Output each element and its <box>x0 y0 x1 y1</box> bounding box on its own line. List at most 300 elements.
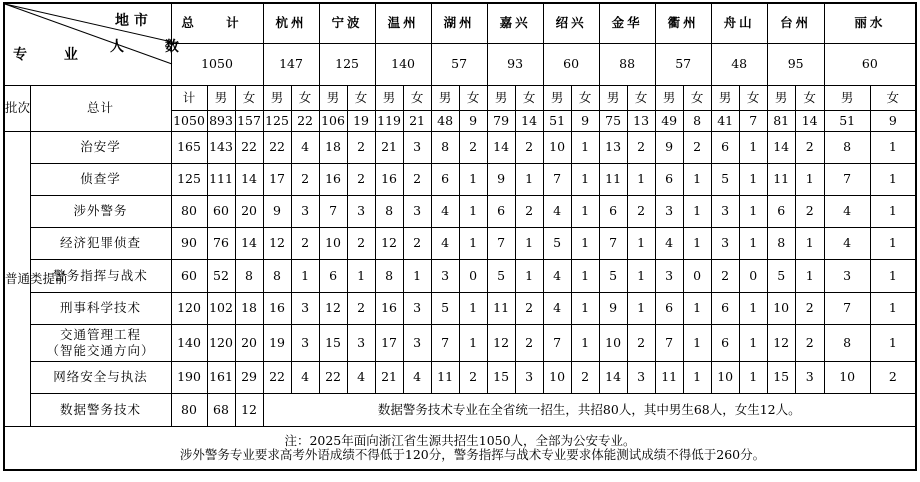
city-cell: 1 <box>627 259 655 292</box>
city-cell: 22 <box>263 361 291 393</box>
city-cell: 3 <box>403 292 431 324</box>
sum-city-cell: 51 <box>543 110 571 131</box>
city-cell: 2 <box>291 227 319 259</box>
city-cell: 8 <box>375 259 403 292</box>
sum-city-cell: 14 <box>795 110 824 131</box>
sum-city-cell: 8 <box>683 110 711 131</box>
major-female: 14 <box>235 227 263 259</box>
city-cell: 1 <box>571 163 599 195</box>
sum-city-cell: 41 <box>711 110 739 131</box>
city-cell: 3 <box>655 195 683 227</box>
city-cell: 2 <box>291 163 319 195</box>
merged-note: 数据警务技术专业在全省统一招生，共招80人，其中男生68人，女生12人。 <box>263 393 916 426</box>
footnote-line: 涉外警务专业要求高考外语成绩不得低于120分，警务指挥与战术专业要求体能测试成绩不得低于260分。 <box>154 446 766 462</box>
city-cell: 6 <box>431 163 459 195</box>
col-head-female: 女 <box>795 85 824 110</box>
city-cell: 1 <box>515 227 543 259</box>
city-cell: 16 <box>375 292 403 324</box>
sum-city-cell: 51 <box>824 110 870 131</box>
city-cell: 10 <box>543 361 571 393</box>
sum-city-cell: 79 <box>487 110 515 131</box>
city-cell: 2 <box>795 324 824 361</box>
city-cell: 2 <box>627 195 655 227</box>
city-total: 147 <box>263 43 319 85</box>
city-cell: 1 <box>571 195 599 227</box>
city-cell: 7 <box>655 324 683 361</box>
city-total: 57 <box>655 43 711 85</box>
city-cell: 6 <box>655 292 683 324</box>
major-female: 14 <box>235 163 263 195</box>
city-header: 金华 <box>599 3 655 43</box>
city-cell: 8 <box>375 195 403 227</box>
city-cell: 16 <box>263 292 291 324</box>
sum-city-cell: 125 <box>263 110 291 131</box>
grand-total-header: 总 计 <box>171 3 263 43</box>
city-total: 60 <box>543 43 599 85</box>
city-cell: 22 <box>263 131 291 163</box>
col-head-male: 男 <box>431 85 459 110</box>
col-head-male: 男 <box>543 85 571 110</box>
city-cell: 11 <box>767 163 795 195</box>
city-cell: 2 <box>795 131 824 163</box>
city-cell: 7 <box>824 163 870 195</box>
city-cell: 7 <box>543 163 571 195</box>
city-cell: 11 <box>655 361 683 393</box>
city-cell: 5 <box>711 163 739 195</box>
city-header: 绍兴 <box>543 3 599 43</box>
sum-city-cell: 9 <box>571 110 599 131</box>
major-name: 涉外警务 <box>30 195 171 227</box>
city-cell: 1 <box>571 292 599 324</box>
col-head-male: 男 <box>824 85 870 110</box>
city-cell: 9 <box>655 131 683 163</box>
city-cell: 1 <box>683 163 711 195</box>
city-cell: 1 <box>870 324 916 361</box>
city-cell: 2 <box>459 361 487 393</box>
city-cell: 1 <box>739 131 767 163</box>
col-head-female: 女 <box>235 85 263 110</box>
city-cell: 2 <box>347 292 375 324</box>
city-cell: 2 <box>711 259 739 292</box>
city-cell: 1 <box>739 324 767 361</box>
city-cell: 6 <box>319 259 347 292</box>
major-total: 80 <box>171 393 207 426</box>
city-cell: 12 <box>319 292 347 324</box>
city-cell: 14 <box>487 131 515 163</box>
major-total: 165 <box>171 131 207 163</box>
major-male: 111 <box>207 163 235 195</box>
city-cell: 8 <box>824 131 870 163</box>
major-male: 102 <box>207 292 235 324</box>
city-cell: 1 <box>571 131 599 163</box>
city-cell: 7 <box>487 227 515 259</box>
city-total: 60 <box>824 43 916 85</box>
city-cell: 6 <box>711 292 739 324</box>
col-head-male: 男 <box>599 85 627 110</box>
city-cell: 1 <box>571 324 599 361</box>
city-cell: 1 <box>795 163 824 195</box>
city-cell: 1 <box>795 259 824 292</box>
major-female: 20 <box>235 324 263 361</box>
city-cell: 17 <box>375 324 403 361</box>
city-cell: 6 <box>655 163 683 195</box>
city-cell: 11 <box>599 163 627 195</box>
city-cell: 6 <box>767 195 795 227</box>
city-cell: 16 <box>319 163 347 195</box>
city-cell: 13 <box>599 131 627 163</box>
city-cell: 10 <box>543 131 571 163</box>
city-cell: 5 <box>599 259 627 292</box>
city-cell: 9 <box>487 163 515 195</box>
city-cell: 15 <box>487 361 515 393</box>
city-cell: 2 <box>347 163 375 195</box>
city-cell: 7 <box>599 227 627 259</box>
city-cell: 15 <box>319 324 347 361</box>
city-cell: 3 <box>291 195 319 227</box>
city-cell: 1 <box>627 292 655 324</box>
city-cell: 2 <box>403 163 431 195</box>
city-cell: 9 <box>263 195 291 227</box>
city-cell: 2 <box>515 324 543 361</box>
table-row <box>4 131 916 163</box>
city-cell: 7 <box>543 324 571 361</box>
city-header: 舟山 <box>711 3 767 43</box>
city-cell: 1 <box>683 361 711 393</box>
city-cell: 2 <box>403 227 431 259</box>
city-cell: 1 <box>739 361 767 393</box>
city-cell: 3 <box>824 259 870 292</box>
city-cell: 1 <box>870 259 916 292</box>
table-row <box>4 163 916 195</box>
city-cell: 12 <box>375 227 403 259</box>
corner-major-label: 专 业 <box>13 47 94 63</box>
col-head-female: 女 <box>870 85 916 110</box>
table-row <box>4 227 916 259</box>
city-cell: 3 <box>627 361 655 393</box>
major-male: 161 <box>207 361 235 393</box>
city-cell: 1 <box>683 292 711 324</box>
city-header: 温州 <box>375 3 431 43</box>
city-cell: 4 <box>543 292 571 324</box>
city-cell: 1 <box>870 163 916 195</box>
col-head-female: 女 <box>459 85 487 110</box>
city-cell: 4 <box>291 131 319 163</box>
city-cell: 10 <box>319 227 347 259</box>
col-head-female: 女 <box>403 85 431 110</box>
city-cell: 2 <box>347 131 375 163</box>
city-cell: 1 <box>870 131 916 163</box>
city-cell: 4 <box>291 361 319 393</box>
major-total: 125 <box>171 163 207 195</box>
city-header: 衢州 <box>655 3 711 43</box>
city-cell: 1 <box>627 227 655 259</box>
sum-total: 1050 <box>171 110 207 131</box>
major-male: 68 <box>207 393 235 426</box>
city-cell: 1 <box>870 227 916 259</box>
major-name: 治安学 <box>30 131 171 163</box>
city-cell: 0 <box>739 259 767 292</box>
city-cell: 4 <box>431 227 459 259</box>
city-header: 湖州 <box>431 3 487 43</box>
sum-city-cell: 7 <box>739 110 767 131</box>
city-cell: 2 <box>870 361 916 393</box>
city-cell: 3 <box>795 361 824 393</box>
city-cell: 12 <box>263 227 291 259</box>
city-cell: 3 <box>711 195 739 227</box>
city-total: 57 <box>431 43 487 85</box>
city-cell: 6 <box>599 195 627 227</box>
city-cell: 22 <box>319 361 347 393</box>
city-cell: 6 <box>711 131 739 163</box>
major-total: 190 <box>171 361 207 393</box>
city-cell: 21 <box>375 361 403 393</box>
sum-city-cell: 49 <box>655 110 683 131</box>
city-cell: 1 <box>403 259 431 292</box>
city-cell: 1 <box>459 324 487 361</box>
city-cell: 3 <box>403 324 431 361</box>
city-cell: 2 <box>795 292 824 324</box>
city-cell: 15 <box>767 361 795 393</box>
sum-city-cell: 19 <box>347 110 375 131</box>
col-head-female: 女 <box>291 85 319 110</box>
sum-male: 893 <box>207 110 235 131</box>
city-cell: 19 <box>263 324 291 361</box>
city-cell: 2 <box>571 361 599 393</box>
city-cell: 4 <box>824 227 870 259</box>
city-cell: 11 <box>487 292 515 324</box>
city-cell: 1 <box>571 259 599 292</box>
city-cell: 2 <box>795 195 824 227</box>
batch-label: 批次 <box>4 85 30 131</box>
major-male: 143 <box>207 131 235 163</box>
city-cell: 1 <box>683 227 711 259</box>
major-male: 60 <box>207 195 235 227</box>
sum-city-cell: 9 <box>870 110 916 131</box>
city-cell: 12 <box>767 324 795 361</box>
footnote-line: 注：2025年面向浙江省生源共招生1050人，全部为公安专业。 <box>284 432 636 448</box>
sum-female: 157 <box>235 110 263 131</box>
city-cell: 10 <box>711 361 739 393</box>
table-row <box>4 195 916 227</box>
city-cell: 2 <box>627 131 655 163</box>
city-total: 95 <box>767 43 824 85</box>
city-cell: 1 <box>870 195 916 227</box>
col-head-female: 女 <box>683 85 711 110</box>
city-cell: 3 <box>711 227 739 259</box>
city-cell: 3 <box>431 259 459 292</box>
col-head-male: 男 <box>375 85 403 110</box>
city-total: 88 <box>599 43 655 85</box>
sum-city-cell: 14 <box>515 110 543 131</box>
table-row <box>4 292 916 324</box>
sum-city-cell: 21 <box>403 110 431 131</box>
major-total: 90 <box>171 227 207 259</box>
city-cell: 5 <box>767 259 795 292</box>
city-cell: 3 <box>347 324 375 361</box>
major-name: 侦查学 <box>30 163 171 195</box>
city-cell: 10 <box>767 292 795 324</box>
city-header: 台州 <box>767 3 824 43</box>
sum-city-cell: 119 <box>375 110 403 131</box>
city-total: 140 <box>375 43 431 85</box>
corner-region-label: 地 市 <box>115 13 148 29</box>
major-name: 经济犯罪侦查 <box>30 227 171 259</box>
major-name: 网络安全与执法 <box>30 361 171 393</box>
city-cell: 16 <box>375 163 403 195</box>
city-cell: 5 <box>543 227 571 259</box>
city-cell: 1 <box>739 292 767 324</box>
major-total: 60 <box>171 259 207 292</box>
city-cell: 4 <box>347 361 375 393</box>
sum-city-cell: 22 <box>291 110 319 131</box>
sum-city-cell: 81 <box>767 110 795 131</box>
city-cell: 5 <box>431 292 459 324</box>
city-cell: 1 <box>683 195 711 227</box>
table-row <box>4 361 916 393</box>
major-female: 29 <box>235 361 263 393</box>
city-cell: 14 <box>599 361 627 393</box>
city-cell: 1 <box>627 163 655 195</box>
footnote <box>4 426 916 470</box>
city-cell: 1 <box>459 227 487 259</box>
col-head-male: 男 <box>319 85 347 110</box>
city-header: 丽水 <box>824 3 916 43</box>
city-cell: 3 <box>655 259 683 292</box>
city-cell: 8 <box>767 227 795 259</box>
city-cell: 1 <box>571 227 599 259</box>
city-cell: 3 <box>515 361 543 393</box>
city-cell: 3 <box>291 292 319 324</box>
city-cell: 7 <box>431 324 459 361</box>
col-head-male: 男 <box>263 85 291 110</box>
city-cell: 0 <box>683 259 711 292</box>
city-cell: 3 <box>403 195 431 227</box>
major-total: 140 <box>171 324 207 361</box>
major-name: 刑事科学技术 <box>30 292 171 324</box>
sum-city-cell: 48 <box>431 110 459 131</box>
city-cell: 6 <box>487 195 515 227</box>
city-cell: 5 <box>487 259 515 292</box>
city-cell: 1 <box>870 292 916 324</box>
major-female: 8 <box>235 259 263 292</box>
major-female: 20 <box>235 195 263 227</box>
enrollment-plan-table <box>3 2 917 471</box>
major-name: 交通管理工程 （智能交通方向） <box>30 324 171 361</box>
city-cell: 10 <box>599 324 627 361</box>
city-cell: 11 <box>431 361 459 393</box>
city-cell: 7 <box>824 292 870 324</box>
city-cell: 4 <box>824 195 870 227</box>
city-cell: 2 <box>627 324 655 361</box>
city-cell: 1 <box>739 163 767 195</box>
city-cell: 12 <box>487 324 515 361</box>
corner-header-cell <box>4 3 197 85</box>
city-total: 48 <box>711 43 767 85</box>
col-head-male: 男 <box>711 85 739 110</box>
col-head-female: 女 <box>571 85 599 110</box>
city-cell: 7 <box>319 195 347 227</box>
city-cell: 2 <box>347 227 375 259</box>
city-cell: 1 <box>739 195 767 227</box>
city-cell: 1 <box>683 324 711 361</box>
major-female: 18 <box>235 292 263 324</box>
col-head-total: 计 <box>171 85 207 110</box>
col-head-female: 女 <box>739 85 767 110</box>
city-cell: 9 <box>599 292 627 324</box>
city-cell: 6 <box>711 324 739 361</box>
city-cell: 1 <box>515 163 543 195</box>
city-cell: 3 <box>347 195 375 227</box>
major-name: 数据警务技术 <box>30 393 171 426</box>
city-cell: 2 <box>459 131 487 163</box>
city-cell: 8 <box>824 324 870 361</box>
city-cell: 4 <box>543 259 571 292</box>
col-head-male: 男 <box>207 85 235 110</box>
table-row <box>4 259 916 292</box>
grand-total-value: 1050 <box>171 43 263 85</box>
city-cell: 4 <box>543 195 571 227</box>
major-male: 52 <box>207 259 235 292</box>
city-cell: 8 <box>263 259 291 292</box>
batch-name: 普通类提前 <box>4 131 30 426</box>
city-total: 93 <box>487 43 543 85</box>
col-head-male: 男 <box>487 85 515 110</box>
city-cell: 14 <box>767 131 795 163</box>
col-head-female: 女 <box>347 85 375 110</box>
major-female: 12 <box>235 393 263 426</box>
col-head-male: 男 <box>655 85 683 110</box>
city-header: 嘉兴 <box>487 3 543 43</box>
city-cell: 1 <box>459 163 487 195</box>
city-cell: 4 <box>655 227 683 259</box>
table-row <box>4 324 916 361</box>
city-cell: 2 <box>683 131 711 163</box>
city-cell: 2 <box>515 131 543 163</box>
city-cell: 8 <box>431 131 459 163</box>
city-total: 125 <box>319 43 375 85</box>
city-cell: 17 <box>263 163 291 195</box>
city-header: 杭州 <box>263 3 319 43</box>
city-cell: 10 <box>824 361 870 393</box>
city-cell: 1 <box>459 195 487 227</box>
enrollment-table-container <box>3 2 917 479</box>
city-cell: 1 <box>739 227 767 259</box>
major-male: 120 <box>207 324 235 361</box>
col-head-male: 男 <box>767 85 795 110</box>
city-header: 宁波 <box>319 3 375 43</box>
col-head-female: 女 <box>627 85 655 110</box>
major-total: 80 <box>171 195 207 227</box>
major-total: 120 <box>171 292 207 324</box>
city-cell: 3 <box>291 324 319 361</box>
city-cell: 21 <box>375 131 403 163</box>
city-cell: 1 <box>515 259 543 292</box>
city-cell: 1 <box>291 259 319 292</box>
col-head-female: 女 <box>515 85 543 110</box>
city-cell: 2 <box>515 195 543 227</box>
city-cell: 0 <box>459 259 487 292</box>
city-cell: 1 <box>459 292 487 324</box>
city-cell: 2 <box>515 292 543 324</box>
corner-count-label: 人 数 <box>110 39 197 55</box>
sum-city-cell: 13 <box>627 110 655 131</box>
sum-city-cell: 106 <box>319 110 347 131</box>
city-cell: 4 <box>403 361 431 393</box>
sum-city-cell: 9 <box>459 110 487 131</box>
sum-label: 总计 <box>30 85 171 131</box>
city-cell: 4 <box>431 195 459 227</box>
sum-city-cell: 75 <box>599 110 627 131</box>
